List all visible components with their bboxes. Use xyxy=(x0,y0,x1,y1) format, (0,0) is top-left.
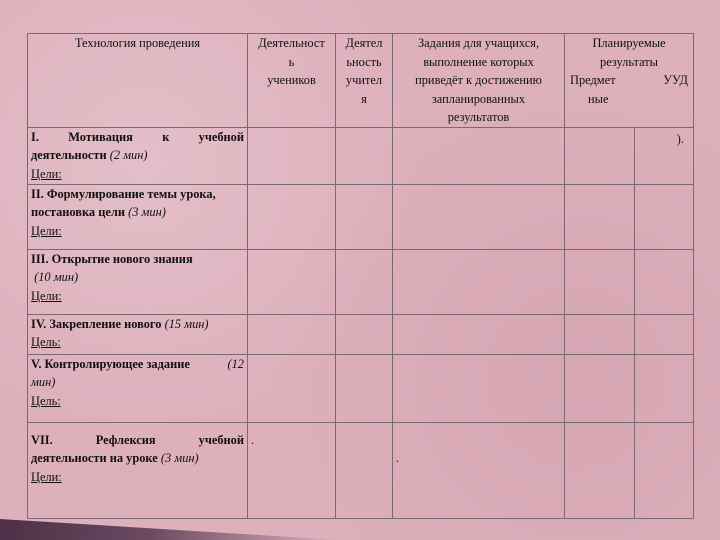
lesson-plan-table xyxy=(27,33,694,519)
table-row xyxy=(28,422,694,518)
header-teacher-activity xyxy=(336,34,393,128)
table-row xyxy=(28,249,694,314)
header-tasks-line5: результатов xyxy=(447,110,510,124)
stage-title-line1: V. Контролирующее задание xyxy=(31,356,190,371)
stage-goals-label: Цели: xyxy=(31,288,62,303)
stage-cell xyxy=(28,354,248,422)
header-teacher-activity-line1: Деятел xyxy=(345,36,383,50)
student-activity-cell xyxy=(248,184,336,249)
stage-title-line1: II. Формулирование темы урока, xyxy=(31,186,216,201)
tasks-cell xyxy=(393,184,565,249)
tasks-mark: . xyxy=(396,450,400,465)
header-tasks-line3: приведёт к достижению xyxy=(415,73,542,87)
header-student-activity-line1: Деятельност xyxy=(258,36,325,50)
header-student-activity-line2: ь xyxy=(288,54,295,69)
header-row xyxy=(28,34,694,128)
header-uud: УУД xyxy=(663,73,689,87)
teacher-activity-cell xyxy=(336,184,393,249)
subject-results-cell xyxy=(565,249,635,314)
header-student-activity xyxy=(248,34,336,128)
header-tasks-line1: Задания для учащихся, xyxy=(417,36,540,50)
header-planned-line1: Планируемые xyxy=(592,36,666,50)
tasks-cell xyxy=(393,314,565,354)
stage-title-line1: IV. Закрепление нового xyxy=(31,316,162,331)
table-row xyxy=(28,184,694,249)
header-subject-line1: Предмет xyxy=(570,73,616,87)
student-activity-cell xyxy=(248,127,336,184)
student-activity-cell xyxy=(248,249,336,314)
subject-results-cell xyxy=(565,127,635,184)
tasks-cell xyxy=(393,354,565,422)
stage-goals-label: Цели: xyxy=(31,166,62,181)
table-row xyxy=(28,314,694,354)
header-technology xyxy=(28,34,248,128)
student-activity-cell xyxy=(248,314,336,354)
uud-cell xyxy=(635,314,694,354)
stage-cell xyxy=(28,184,248,249)
header-planned-line2: результаты xyxy=(600,54,658,69)
tasks-cell xyxy=(393,249,565,314)
uud-cell xyxy=(635,422,694,518)
stage-duration-part2: мин) xyxy=(31,375,56,389)
subject-results-cell xyxy=(565,422,635,518)
stage-title-line2: деятельности xyxy=(31,148,107,162)
teacher-activity-cell xyxy=(336,422,393,518)
student-activity-cell xyxy=(248,354,336,422)
tasks-cell xyxy=(393,127,565,184)
header-tasks xyxy=(393,34,565,128)
stage-title-line2: постановка цели xyxy=(31,205,125,219)
uud-cell xyxy=(635,354,694,422)
stage-cell xyxy=(28,422,248,518)
student-activity-cell xyxy=(248,422,336,518)
header-subject-line2: ные xyxy=(588,91,609,106)
header-teacher-activity-line2: ьность xyxy=(346,54,382,69)
table-row xyxy=(28,354,694,422)
teacher-activity-cell xyxy=(336,249,393,314)
stage-title-line2: деятельности на уроке xyxy=(31,451,158,465)
uud-mark: ). xyxy=(676,131,685,146)
stage-duration: (2 мин) xyxy=(109,148,148,162)
stage-duration-part1: (12 xyxy=(227,356,244,371)
subject-results-cell xyxy=(565,354,635,422)
header-technology-text: Технология проведения xyxy=(74,36,201,50)
stage-goals-label: Цель: xyxy=(31,335,61,349)
header-planned-results xyxy=(565,34,694,128)
uud-cell xyxy=(635,249,694,314)
subject-results-cell xyxy=(565,184,635,249)
header-teacher-activity-line3: учител xyxy=(345,73,383,87)
header-planned-subcols xyxy=(568,71,690,90)
teacher-activity-cell xyxy=(336,354,393,422)
teacher-activity-cell xyxy=(336,314,393,354)
stage-duration: (15 мин) xyxy=(164,316,209,331)
stage-cell xyxy=(28,249,248,314)
header-tasks-line4: запланированных xyxy=(431,91,526,106)
tasks-cell xyxy=(393,422,565,518)
stage-goals-label: Цели: xyxy=(31,223,62,238)
stage-cell xyxy=(28,314,248,354)
teacher-activity-cell xyxy=(336,127,393,184)
stage-goals-label: Цели: xyxy=(31,469,62,484)
subject-results-cell xyxy=(565,314,635,354)
header-teacher-activity-line4: я xyxy=(361,91,367,106)
stage-goals-label: Цель: xyxy=(31,393,61,408)
stage-cell xyxy=(28,127,248,184)
student-activity-mark: . xyxy=(251,432,255,447)
stage-duration: (10 мин) xyxy=(34,270,79,284)
stage-title-line1: I. Мотивация к учебной xyxy=(31,129,244,144)
header-tasks-line2: выполнение которых xyxy=(423,54,534,69)
stage-duration: (3 мин) xyxy=(160,451,199,465)
header-student-activity-line3: учеников xyxy=(267,73,316,87)
table-row xyxy=(28,127,694,184)
uud-cell xyxy=(635,127,694,184)
stage-title-line1: III. Открытие нового знания xyxy=(31,251,193,266)
stage-title-line1: VII. Рефлексия учебной xyxy=(31,432,244,447)
stage-duration: (3 мин) xyxy=(128,205,166,219)
uud-cell xyxy=(635,184,694,249)
